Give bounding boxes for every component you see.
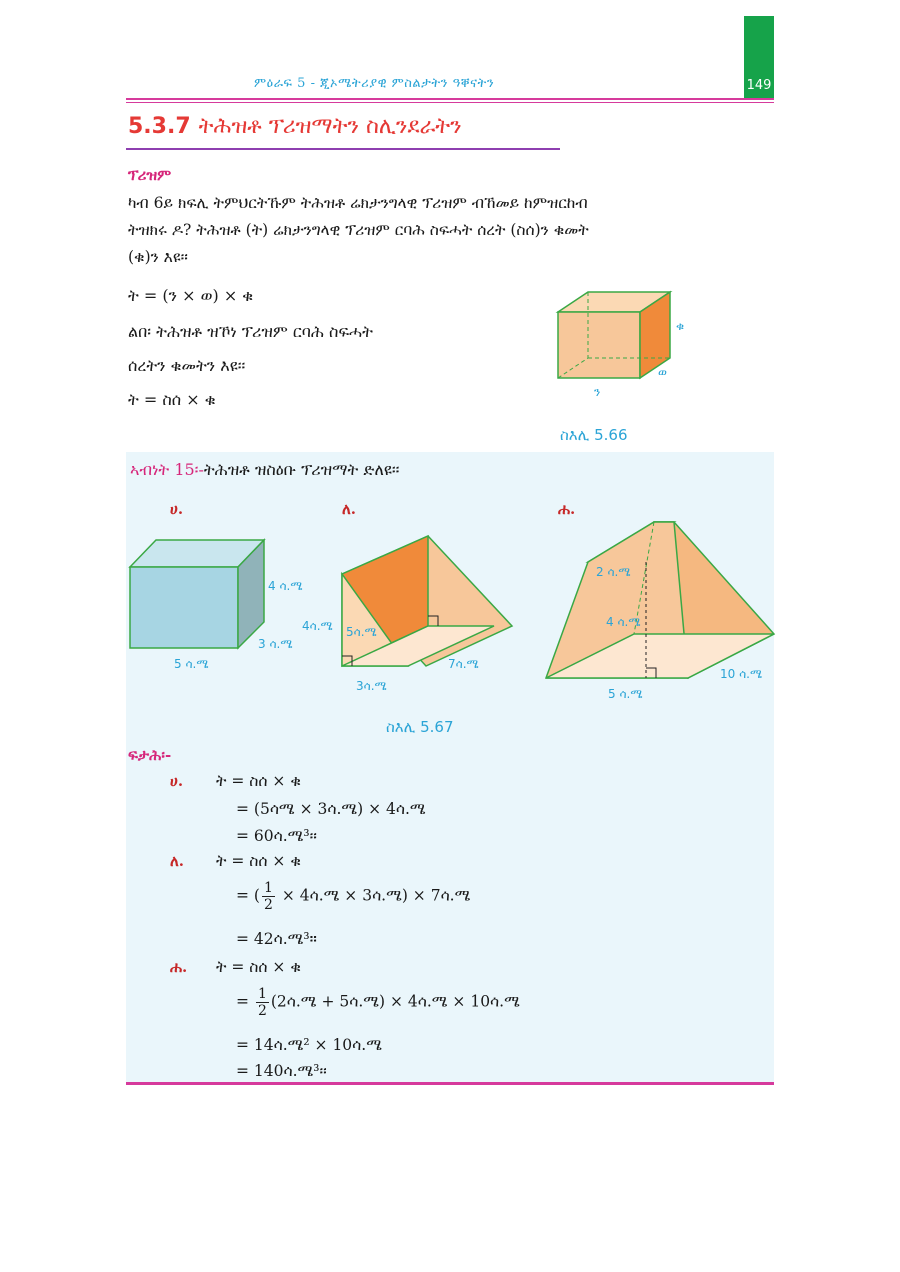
solution-b-post: × 4ሳ.ሜ × 3ሳ.ሜ) × 7ሳ.ሜ (281, 886, 471, 905)
section-title-text: ትሕዝቶ ፕሪዝማትን ስሊንደራትን (198, 114, 462, 139)
solution-c-label: ሐ. (170, 958, 188, 976)
part-a-label: ሀ. (170, 500, 184, 518)
figure-rect-prism (540, 280, 710, 420)
solution-a-label: ሀ. (170, 772, 184, 790)
figB-length-label: 7ሳ.ሜ (448, 657, 479, 671)
volume-formula-1: ት = (ን × ወ) × ቁ (128, 286, 254, 305)
figB-base-label: 3ሳ.ሜ (356, 679, 387, 693)
note-line-1: ልበ፡ ትሕዝቶ ዝኾነ ፕሪዝም ርባሕ ስፍሓት (128, 322, 373, 341)
header-rule-thin (126, 102, 774, 103)
solution-a-line2: = (5ሳሜ × 3ሳ.ሜ) × 4ሳ.ሜ (236, 800, 426, 818)
figA-length-label: 5 ሳ.ሜ (174, 657, 209, 671)
solution-b-line2 (236, 880, 470, 913)
solution-b-pre: = ( (236, 886, 260, 905)
solution-c-fraction (256, 986, 269, 1019)
subheading: ፕሪዝም (128, 166, 172, 184)
solution-a-line3: = 60ሳ.ሜ³፡፡ (236, 827, 317, 845)
solution-c-frac-den: 2 (257, 1003, 267, 1019)
figure-c-trapezoid-prism (538, 516, 778, 708)
page-number: 149 (746, 78, 772, 93)
figA-depth-label: 3 ሳ.ሜ (258, 637, 293, 651)
solution-a-line1: ት = ስሰ × ቁ (216, 772, 301, 790)
figure-b-triangular-prism (298, 530, 528, 695)
figC-length-label: 10 ሳ.ሜ (720, 667, 763, 681)
figC-height-label: 4 ሳ.ሜ (606, 615, 641, 629)
solution-c-line1: ት = ስሰ × ቁ (216, 958, 301, 976)
solution-c-pre: = (236, 992, 249, 1011)
solution-b-line1: ት = ስሰ × ቁ (216, 852, 301, 870)
solution-c-line2 (236, 986, 520, 1019)
fig566-length-label: ን (594, 385, 601, 399)
fig566-width-label: ወ (658, 365, 667, 379)
solution-b-line3: = 42ሳ.ሜ³። (236, 930, 317, 948)
solution-b-fraction (262, 880, 275, 913)
solution-b-frac-den: 2 (263, 897, 273, 913)
section-number: 5.3.7 (128, 114, 191, 139)
solution-b-label: ለ. (170, 852, 185, 870)
section-title (128, 114, 462, 139)
solution-b-frac-num: 1 (263, 880, 273, 896)
solution-c-frac-num: 1 (257, 986, 267, 1002)
figure-567-caption: ስእሊ 5.67 (386, 718, 454, 736)
fig566-height-label: ቁ (676, 319, 685, 333)
solution-c-line3: = 14ሳ.ሜ² × 10ሳ.ሜ (236, 1036, 382, 1054)
figB-side-label: 4ሳ.ሜ (302, 619, 333, 633)
figure-a-box (122, 530, 322, 680)
note-line-2: ሰረትን ቁመትን እዩ፡፡ (128, 356, 246, 375)
figA-height-label: 4 ሳ.ሜ (268, 579, 303, 593)
intro-line-3: (ቁ)ን እዩ፡፡ (128, 248, 188, 266)
example-title (130, 460, 399, 480)
example-label: ኣብነት 15፡- (130, 460, 204, 479)
example-bottom-rule (126, 1082, 774, 1085)
header-rule (126, 98, 774, 100)
volume-formula-2: ት = ስሰ × ቁ (128, 390, 216, 409)
running-head: ምዕራፍ 5 - ጂኦሜትሪያዊ ምስልታትን ዓቐናትን (254, 76, 495, 91)
intro-line-1: ካብ 6ይ ክፍሊ ትምህርትኹም ትሕዝቶ ሬክታንግላዊ ፕሪዝም ብኸመይ ከምዝርከብ (128, 194, 588, 212)
figure-566-caption: ስእሊ 5.66 (560, 426, 628, 444)
figC-top-label: 2 ሳ.ሜ (596, 565, 631, 579)
example-text: ትሕዝቶ ዝስዕቡ ፕሪዝማት ድለዩ፡፡ (203, 460, 400, 479)
figC-bottom-label: 5 ሳ.ሜ (608, 687, 643, 701)
part-c-label: ሐ. (558, 500, 576, 518)
intro-line-2: ትዝክሩ ዶ? ትሕዝቶ (ት) ሬክታንግላዊ ፕሪዝም ርባሕ ስፍሓት ሰረት (ስሰ)ን ቁመት (128, 221, 589, 239)
solution-c-line4: = 140ሳ.ሜ³፡፡ (236, 1062, 327, 1080)
part-b-label: ለ. (342, 500, 357, 518)
figB-hyp-label: 5ሳ.ሜ (346, 625, 377, 639)
section-rule (126, 148, 560, 150)
solution-heading: ፍታሕ፡- (128, 746, 172, 764)
solution-c-post: (2ሳ.ሜ + 5ሳ.ሜ) × 4ሳ.ሜ × 10ሳ.ሜ (270, 992, 520, 1011)
